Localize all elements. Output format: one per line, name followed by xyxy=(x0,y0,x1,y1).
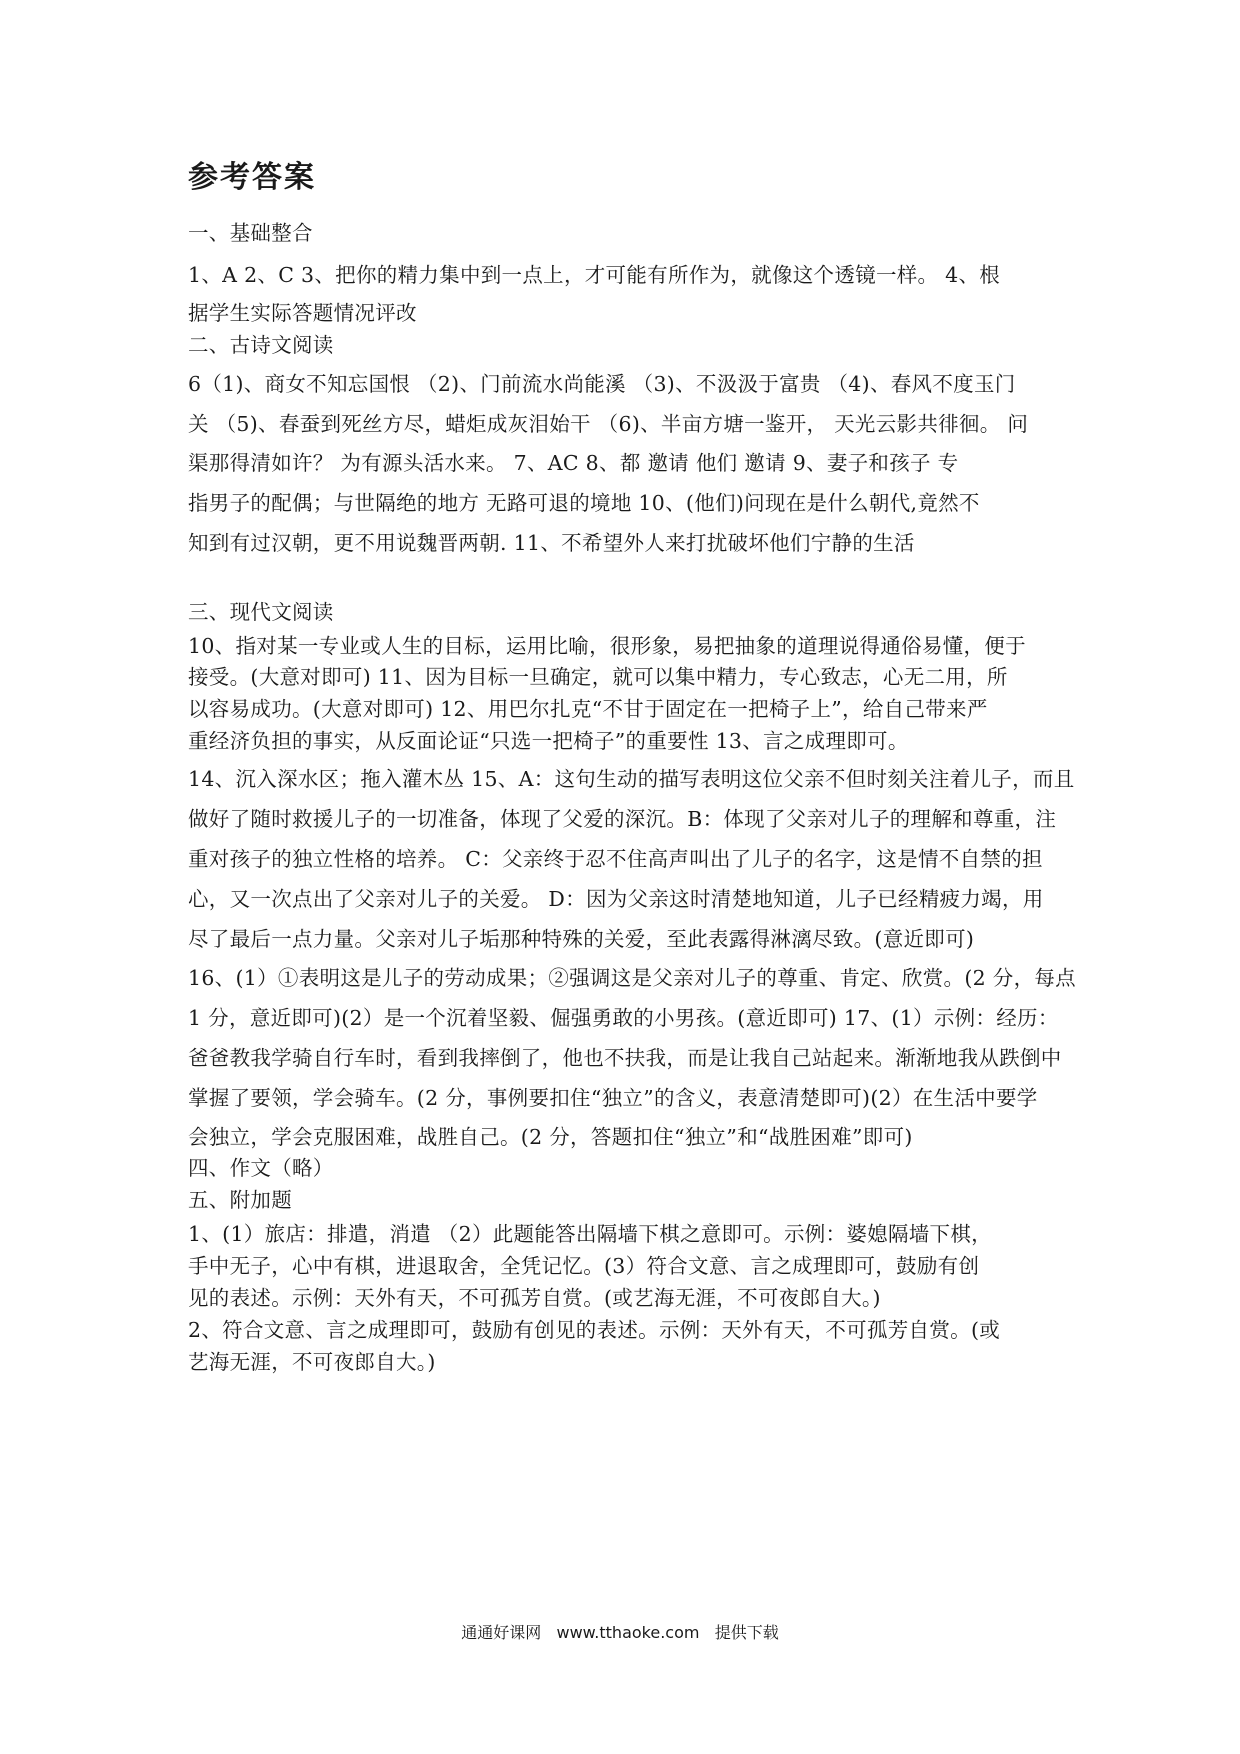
answer-line: 1 分，意近即可)(2）是一个沉着坚毅、倔强勇敢的小男孩。(意近即可) 17、(1）示例：经历： xyxy=(188,1006,1059,1030)
answer-line: 以容易成功。(大意对即可) 12、用巴尔扎克“不甘于固定在一把椅子上”，给自己带来严 xyxy=(188,697,988,721)
answer-line: 关 （5)、春蚕到死丝方尽，蜡炬成灰泪始干 （6)、半亩方塘一鉴开， 天光云影共徘徊。 问 xyxy=(188,412,1029,436)
answer-line: 艺海无涯，不可夜郎自大。) xyxy=(188,1350,436,1374)
answer-line: 10、指对某一专业或人生的目标，运用比喻，很形象，易把抽象的道理说得通俗易懂，便于 xyxy=(188,634,1026,658)
answer-line: 接受。(大意对即可) 11、因为目标一旦确定，就可以集中精力，专心致志，心无二用，所 xyxy=(188,665,1008,689)
section-heading-bonus: 五、附加题 xyxy=(188,1188,292,1212)
answer-line: 重经济负担的事实，从反面论证“只选一把椅子”的重要性 13、言之成理即可。 xyxy=(188,729,909,753)
page-title: 参考答案 xyxy=(188,160,316,195)
section-heading-essay: 四、作文（略） xyxy=(188,1156,334,1180)
answer-line: 掌握了要领，学会骑车。(2 分，事例要扣住“独立”的含义，表意清楚即可)(2）在生活中要学 xyxy=(188,1086,1038,1110)
answer-line: 见的表述。示例：天外有天，不可孤芳自赏。(或艺海无涯，不可夜郎自大。) xyxy=(188,1286,881,1310)
answer-line: 心，又一次点出了父亲对儿子的关爱。 D：因为父亲这时清楚地知道，儿子已经精疲力竭，用 xyxy=(188,887,1044,911)
footer-credit: 通通好课网 www.tthaoke.com 提供下载 xyxy=(461,1623,779,1642)
section-heading-classical: 二、古诗文阅读 xyxy=(188,333,334,357)
answer-line: 据学生实际答题情况评改 xyxy=(188,301,417,325)
answer-line: 指男子的配偶；与世隔绝的地方 无路可退的境地 10、(他们)问现在是什么朝代,竟然不 xyxy=(188,491,980,515)
answer-line: 知到有过汉朝，更不用说魏晋两朝. 11、不希望外人来打扰破坏他们宁静的生活 xyxy=(188,531,915,555)
answer-line: 6（1)、商女不知忘国恨 （2)、门前流水尚能溪 （3)、不汲汲于富贵 （4)、春风不度玉门 xyxy=(188,372,1016,396)
answer-line: 做好了随时救援儿子的一切准备，体现了父爱的深沉。B：体现了父亲对儿子的理解和尊重，注 xyxy=(188,807,1057,831)
answer-line: 2、符合文意、言之成理即可，鼓励有创见的表述。示例：天外有天，不可孤芳自赏。(或 xyxy=(188,1318,1001,1342)
answer-line: 1、A 2、C 3、把你的精力集中到一点上，才可能有所作为，就像这个透镜一样。 4、根 xyxy=(188,263,1001,287)
answer-line: 手中无子，心中有棋，进退取舍，全凭记忆。(3）符合文意、言之成理即可，鼓励有创 xyxy=(188,1254,980,1278)
answer-line: 会独立，学会克服困难，战胜自己。(2 分，答题扣住“独立”和“战胜困难”即可) xyxy=(188,1125,913,1149)
answer-line: 14、沉入深水区；拖入灌木丛 15、A：这句生动的描写表明这位父亲不但时刻关注着儿子，而且 xyxy=(188,767,1075,791)
answer-line: 尽了最后一点力量。父亲对儿子垢那种特殊的关爱，至此表露得淋漓尽致。(意近即可) xyxy=(188,927,975,951)
answer-line: 16、(1）①表明这是儿子的劳动成果；②强调这是父亲对儿子的尊重、肯定、欣赏。(2 分，每点 xyxy=(188,966,1076,990)
section-heading-basics: 一、基础整合 xyxy=(188,221,313,245)
answer-line: 渠那得清如许？ 为有源头活水来。 7、AC 8、都 邀请 他们 邀请 9、妻子和孩子 专 xyxy=(188,451,959,475)
answer-line: 重对孩子的独立性格的培养。 C：父亲终于忍不住高声叫出了儿子的名字，这是情不自禁的担 xyxy=(188,847,1043,871)
section-heading-modern: 三、现代文阅读 xyxy=(188,600,334,624)
answer-line: 爸爸教我学骑自行车时，看到我摔倒了，他也不扶我，而是让我自己站起来。渐渐地我从跌倒中 xyxy=(188,1046,1062,1070)
answer-line: 1、(1）旅店：排遣，消遣 （2）此题能答出隔墙下棋之意即可。示例：婆媳隔墙下棋， xyxy=(188,1222,992,1246)
